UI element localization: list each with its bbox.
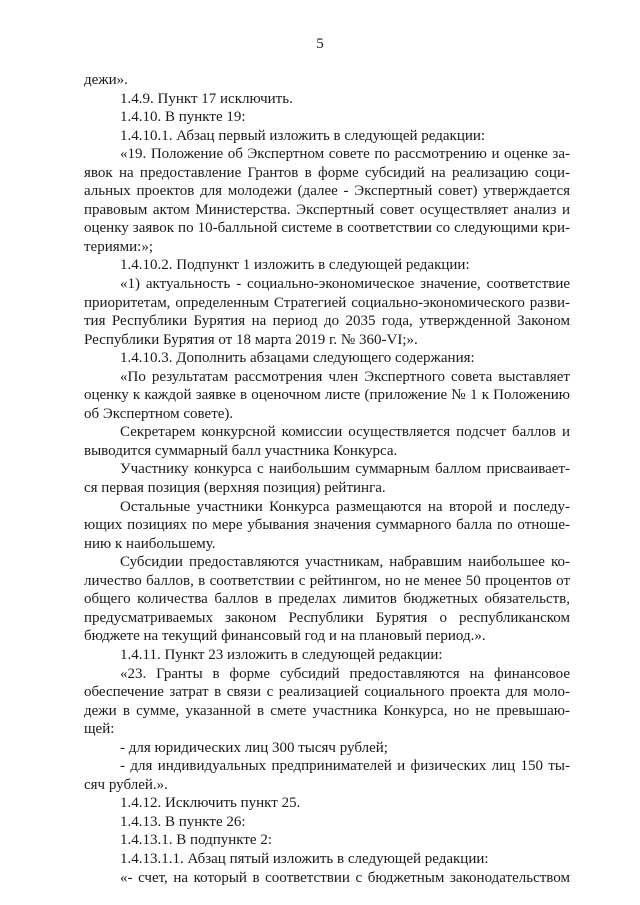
text-line: 1.4.10.1. Абзац первый изложить в следующей редакции:: [120, 127, 486, 144]
text-line: дежи».: [84, 72, 128, 88]
text-line: Секретарем конкурсной комиссии осуществляется подсчет баллов и: [120, 424, 570, 441]
text-line: об Экспертном совете).: [84, 405, 234, 422]
text-line: приоритетам, определенным Стратегией социально-экономического разви-: [84, 294, 570, 311]
text-line: правовым актом Министерства. Экспертный совет осуществляет анализ и: [84, 201, 570, 218]
text-line: 1.4.10.3. Дополнить абзацами следующего содержания:: [120, 350, 475, 367]
document-body: [84, 71, 570, 887]
text-line: териями:»;: [84, 238, 153, 255]
text-line: - для индивидуальных предпринимателей и физических лиц 150 ты-: [120, 758, 570, 775]
text-line: тия Республики Бурятия на период до 2035 года, утвержденной Законом: [84, 313, 570, 330]
text-line: выводится суммарный балл участника Конкурса.: [84, 442, 398, 459]
text-line: «По результатам рассмотрения член Экспертного совета выставляет: [120, 368, 570, 385]
text-line: «- счет, на который в соответствии с бюджетным законодательством: [120, 869, 570, 886]
text-line: - для юридических лиц 300 тысяч рублей;: [120, 739, 388, 756]
text-line: ющих позициях по мере убывания значения суммарного балла по отноше-: [84, 517, 570, 534]
text-line: обеспечение затрат в связи с реализацией социального проекта для моло-: [84, 684, 570, 701]
text-line: Республики Бурятия от 18 марта 2019 г. № 360-VI;».: [84, 331, 418, 348]
text-line: бюджете на текущий финансовый год и на плановый период.».: [84, 628, 486, 645]
page-number: 5: [316, 36, 324, 52]
text-line: 1.4.9. Пункт 17 исключить.: [120, 90, 293, 107]
text-line: щей:: [84, 721, 115, 738]
text-line: явок на предоставление Грантов в форме субсидий на реализацию соци-: [84, 164, 570, 181]
text-line: оценку заявок по 10-балльной системе в соответствии со следующими кри-: [84, 220, 570, 237]
text-line: общего количества баллов в пределах лимитов бюджетных обязательств,: [84, 591, 570, 608]
text-line: «23. Гранты в форме субсидий предоставляются на финансовое: [120, 665, 570, 682]
text-line: 1.4.13.1. В подпункте 2:: [120, 832, 273, 849]
text-line: личество баллов, в соответствии с рейтингом, но не менее 50 процентов от: [84, 572, 570, 589]
text-line: нию к наибольшему.: [84, 535, 216, 552]
text-line: сяч рублей.».: [84, 776, 168, 793]
text-line: 1.4.13. В пункте 26:: [120, 813, 246, 830]
text-line: предусматриваемых законом Республики Бурятия о республиканском: [84, 609, 570, 626]
text-line: 1.4.12. Исключить пункт 25.: [120, 795, 301, 812]
text-line: 1.4.10.2. Подпункт 1 изложить в следующей редакции:: [120, 257, 470, 274]
text-line: «19. Положение об Экспертном совете по рассмотрению и оценке за-: [120, 146, 570, 163]
text-line: «1) актуальность - социально-экономическое значение, соответствие: [120, 276, 570, 293]
text-line: Участнику конкурса с наибольшим суммарным баллом присваивает-: [120, 461, 570, 478]
text-line: оценку к каждой заявке в оценочном листе (приложение № 1 к Положению: [84, 387, 570, 404]
text-line: Остальные участники Конкурса размещаются на второй и последу-: [120, 498, 570, 515]
text-line: альных проектов для молодежи (далее - Экспертный совет) утверждается: [84, 183, 570, 200]
text-line: 1.4.13.1.1. Абзац пятый изложить в следующей редакции:: [120, 850, 489, 867]
text-line: 1.4.11. Пункт 23 изложить в следующей редакции:: [120, 646, 443, 663]
text-line: дежи в сумме, указанной в смете участника Конкурса, но не превышаю-: [84, 702, 570, 719]
text-line: Субсидии предоставляются участникам, набравшим наибольшее ко-: [120, 554, 570, 571]
text-line: ся первая позиция (верхняя позиция) рейтинга.: [84, 480, 386, 497]
text-line: 1.4.10. В пункте 19:: [120, 109, 246, 126]
